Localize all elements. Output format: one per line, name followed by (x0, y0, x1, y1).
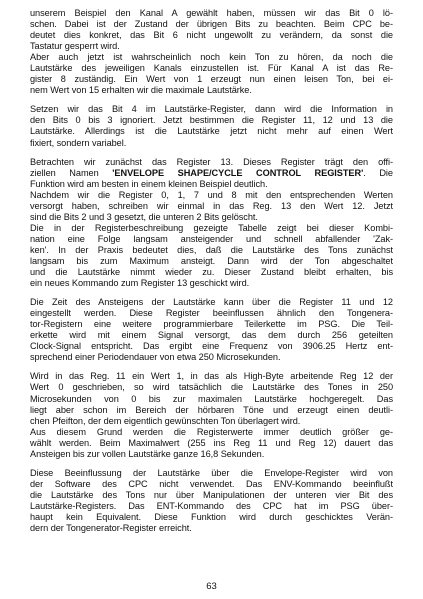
text-line: Aber auch jetzt ist wahrscheinlich noch kein Ton zu hören, da noch die (30, 52, 393, 63)
document-body (30, 8, 393, 542)
text-line: haupt kein Equivalent. Diese Funktion wird durch geschicktes Verän- (30, 511, 393, 522)
text-line: unserem Beispiel den Kanal A gewählt haben, müssen wir das Bit 0 lö- (30, 8, 393, 18)
text-line: Aus diesem Grund werden die Registerwerte immer deutlich größer ge- (30, 426, 393, 437)
text-line: nem Wert von 15 erhalten wir die maximale Lautstärke. (30, 85, 252, 96)
text-line: dern der Tongenerator-Register erreicht. (30, 523, 192, 534)
text-line: Funktion wird am besten in einem kleinen Beispiel deutlich. (30, 178, 268, 189)
paragraph-example-values (30, 371, 393, 459)
text-line: langsam bis zum Maximum ansteigt. Dann wird der Ton abgeschaltet (30, 255, 393, 266)
text-line: chen Pfeifton, der dem eigentlich gewünschten Ton überlagert wird. (30, 415, 301, 426)
text-line: Lautstärke. Allerdings ist die Lautstärke jetzt nicht mehr auf einen Wert (30, 126, 393, 137)
text-fragment: ziellen Namen (30, 167, 113, 178)
text-line: Betrachten wir zunächst das Register 13. Dieses Register trägt den offi- (30, 156, 393, 167)
paragraph-channel-a (30, 8, 393, 96)
paragraph-bit4 (30, 104, 393, 148)
text-line: die Lautstärke des Tons nur über Manipulationen der unteren vier Bit des (30, 489, 393, 500)
text-line: schen. Dabei ist der Zustand der übrigen Bits zu beachten. Beim CPC be- (30, 19, 393, 30)
text-line: eingestellt werden. Diese Register beeinflussen ähnlich den Tongenera- (30, 308, 393, 319)
text-line: Clock-Signal entspricht. Das ergibt eine Frequenz von 3906.25 Hertz ent- (30, 341, 393, 352)
text-line: sprechend einer Periodendauer von etwa 250 Microsekunden. (30, 352, 281, 363)
text-line: erkette wird mit einem Signal versorgt, das dem durch 256 geteilten (30, 330, 393, 341)
text-line: Lautstärke-Registers. Das ENT-Kommando des CPC hat im PSG über- (30, 500, 393, 511)
text-line: Ansteigen bis zur vollen Lautstärke ganze 16,8 Sekunden. (30, 448, 265, 459)
paragraph-registers-11-12 (30, 297, 393, 363)
text-line: tor-Registern eine weitere programmierbare Teilerkette im PSG. Die Teil- (30, 319, 393, 330)
text-line: Die Zeit des Ansteigens der Lautstärke kann über die Register 11 und 12 (30, 297, 393, 308)
text-line: Wird in das Reg. 11 ein Wert 1, in das als High-Byte arbeitende Reg 12 der (30, 371, 393, 382)
text-line: gister 8 zuständig. Ein Wert von 1 erzeugt nun einen leisen Ton, bei ei- (30, 74, 393, 85)
page-number: 63 (206, 581, 217, 592)
paragraph-register-13 (30, 157, 393, 290)
text-line: Tastatur gesperrt wird. (30, 41, 120, 52)
text-line: Wert 0 geschrieben, so wird tatsächlich die Lautstärke des Tones in 250 (30, 382, 393, 393)
text-line: fixiert, sondern variabel. (30, 137, 127, 148)
text-line: Diese Beeinflussung der Lautstärke über die Envelope-Register wird von (30, 467, 393, 478)
text-line: Setzen wir das Bit 4 im Lautstärke-Register, dann wird die Information in (30, 104, 393, 115)
register-name-bold: 'ENVELOPE SHAPE/CYCLE CONTROL REGISTER' (112, 167, 364, 178)
text-line: versorgt haben, schreiben wir einmal in das Reg. 13 den Wert 12. Jetzt (30, 200, 393, 211)
text-line: der Software des CPC nicht verwendet. Das ENV-Kommando beeinflußt (30, 478, 393, 489)
text-line: nation eine Folge langsam ansteigender und schnell abfallender 'Zak- (30, 233, 393, 244)
text-line: sind die Bits 2 und 3 gesetzt, die unteren 2 Bits gelöscht. (30, 211, 258, 222)
text-line: liegt aber schon im Bereich der hörbaren Töne und erzeugt einen deutli- (30, 404, 393, 415)
text-line: ein neues Kommando zum Register 13 geschickt wird. (30, 278, 250, 289)
text-fragment: . Die (363, 167, 393, 178)
text-line: deutet dies konkret, das Bit 6 nicht ungewollt zu verändern, da sonst die (30, 30, 393, 41)
text-line-with-bold (30, 168, 393, 179)
text-line: Die in der Registerbeschreibung gezeigte Tabelle zeigt bei dieser Kombi- (30, 222, 393, 233)
text-line: Nachdem wir die Register 0, 1, 7 und 8 mit den entsprechenden Werten (30, 189, 393, 200)
text-line: ken'. In der Praxis bedeutet dies, daß die Lautstärke des Tons zunächst (30, 244, 393, 255)
text-line: wählt werden. Beim Maximalwert (255 ins Reg 11 und Reg 12) dauert das (30, 437, 393, 448)
text-line: Lautstärke des jeweiligen Kanals einzustellen ist. Für Kanal A ist das Re- (30, 63, 393, 74)
text-line: Microsekunden von 0 bis zur maximalen Lautstärke hochgeregelt. Das (30, 393, 393, 404)
paragraph-cpc-software (30, 468, 393, 534)
text-line: den Bits 0 bis 3 ignoriert. Jetzt bestimmen die Register 11, 12 und 13 die (30, 115, 393, 126)
text-line: und die Lautstärke nimmt wieder zu. Dieser Zustand bleibt erhalten, bis (30, 267, 393, 278)
